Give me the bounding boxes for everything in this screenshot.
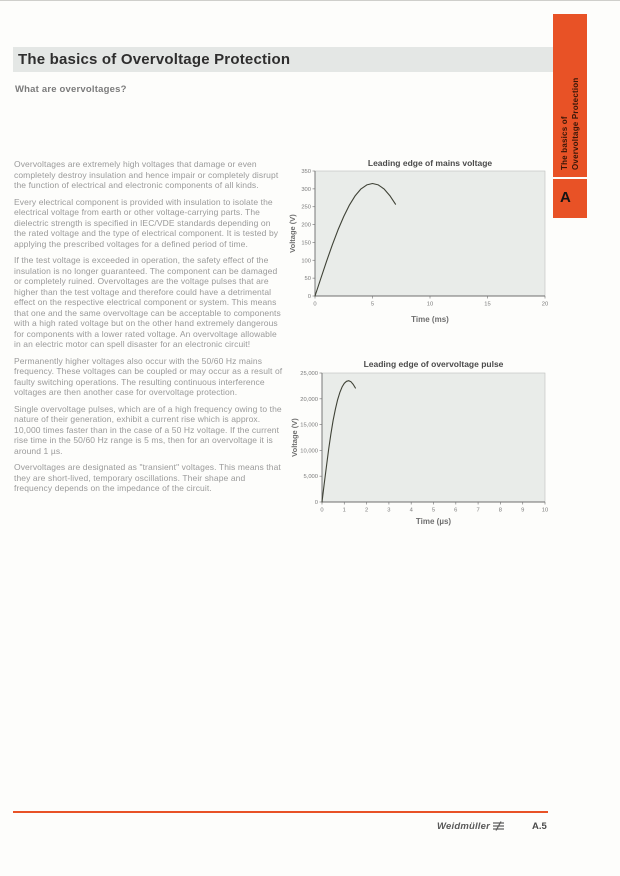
footer-rule: [13, 811, 548, 813]
svg-text:Leading edge of overvoltage pu: Leading edge of overvoltage pulse: [363, 359, 504, 369]
section-tab-text: [553, 14, 587, 177]
weidmuller-logo-icon: [492, 821, 506, 831]
mains-voltage-chart: [288, 157, 560, 329]
section-tab-title: [553, 14, 587, 177]
paragraph: Permanently higher voltages also occur with the 50/60 Hz mains frequency. These voltages can be coupled or may occur as a result of faulty switching operations. The resulting continuous interference voltages are then another case for overvoltage protection.: [14, 355, 283, 397]
svg-text:0: 0: [307, 294, 311, 300]
paragraph: Every electrical component is provided with insulation to isolate the electrical voltage from earth or other voltage-carrying parts. The dielectric strength is specified in IEC/VDE standards depending on the rated voltage and the type of electrical component. It is tested by applying the prescribed voltages for a defined period of time.: [14, 196, 279, 249]
page-top-edge: [0, 0, 620, 1]
svg-text:300: 300: [301, 186, 311, 193]
svg-text:20: 20: [541, 301, 549, 308]
svg-text:2: 2: [364, 507, 369, 514]
svg-text:1: 1: [342, 507, 346, 514]
svg-text:15,000: 15,000: [300, 422, 318, 429]
svg-text:10,000: 10,000: [300, 448, 318, 455]
svg-text:Voltage (V): Voltage (V): [288, 214, 297, 253]
svg-text:Time (ms): Time (ms): [411, 315, 449, 324]
svg-text:250: 250: [301, 204, 311, 211]
svg-text:9: 9: [521, 507, 525, 514]
paragraph: If the test voltage is exceeded in operation, the safety effect of the insulation is no longer guaranteed. The component can be damaged or completely ruined. Overvoltages are the voltage pulses that are higher than the test voltage and therefore could have a detrimental effect on the respective electrical component or system. This means that one and the same overvoltage can be acceptable to components with a high rated voltage but on the other hand extremely dangerous for components with a lower rated voltage. An overvoltage allowable in an electric motor can spell disaster for an electronic circuit!: [14, 255, 281, 349]
paragraph: Single overvoltage pulses, which are of a high frequency owing to the nature of their generation, exhibit a current rise which is approx. 10,000 times faster than in the case of a 50 Hz voltage. If the current rise time in the 50/60 Hz range is 5 ms, then for an overvoltage it is around 1 µs.: [14, 403, 282, 456]
title-band: [13, 47, 553, 72]
paragraph: Overvoltages are designated as "transient" voltages. This means that they are short-lived, temporary oscillations. Their shape and frequency depends on the impedance of the circuit.: [14, 462, 281, 493]
page-title: The basics of Overvoltage Protection: [18, 51, 291, 68]
svg-text:15: 15: [484, 301, 491, 308]
svg-text:Voltage (V): Voltage (V): [290, 418, 299, 457]
svg-text:8: 8: [498, 507, 503, 514]
mains-voltage-chart-svg: [288, 157, 560, 329]
svg-text:0: 0: [314, 500, 318, 506]
svg-text:0: 0: [313, 301, 317, 308]
svg-text:4: 4: [409, 507, 413, 514]
svg-text:5: 5: [431, 507, 436, 514]
body-column: [14, 159, 284, 500]
section-tab-line1: The basics of: [560, 116, 569, 170]
svg-text:5: 5: [370, 301, 375, 308]
svg-text:Leading edge of mains voltage: Leading edge of mains voltage: [367, 158, 493, 168]
svg-text:Time (µs): Time (µs): [415, 517, 452, 526]
svg-text:6: 6: [454, 507, 458, 514]
brand-name: Weidmüller: [437, 821, 491, 832]
svg-text:7: 7: [476, 507, 480, 514]
svg-text:10: 10: [541, 507, 549, 514]
svg-text:200: 200: [301, 222, 311, 229]
section-letter: A: [560, 189, 571, 206]
overvoltage-pulse-chart-svg: [288, 357, 560, 539]
section-subtitle: What are overvoltages?: [15, 84, 127, 95]
svg-text:3: 3: [387, 507, 391, 514]
svg-text:25,000: 25,000: [300, 371, 318, 377]
overvoltage-pulse-chart: [288, 357, 560, 539]
svg-text:10: 10: [426, 301, 434, 308]
svg-text:0: 0: [320, 507, 324, 514]
svg-text:100: 100: [301, 258, 311, 265]
svg-text:20,000: 20,000: [300, 396, 318, 403]
section-tab-line2: Overvoltage Protection: [571, 77, 580, 170]
page-number: A.5: [532, 821, 547, 832]
svg-text:50: 50: [304, 276, 311, 283]
paragraph: Overvoltages are extremely high voltages that damage or even completely destroy insulation and hence impair or completely disrupt the function of electrical and electronic components of all kinds.: [14, 159, 279, 190]
svg-text:350: 350: [301, 169, 311, 175]
svg-text:150: 150: [301, 240, 311, 247]
svg-text:5,000: 5,000: [303, 474, 318, 481]
